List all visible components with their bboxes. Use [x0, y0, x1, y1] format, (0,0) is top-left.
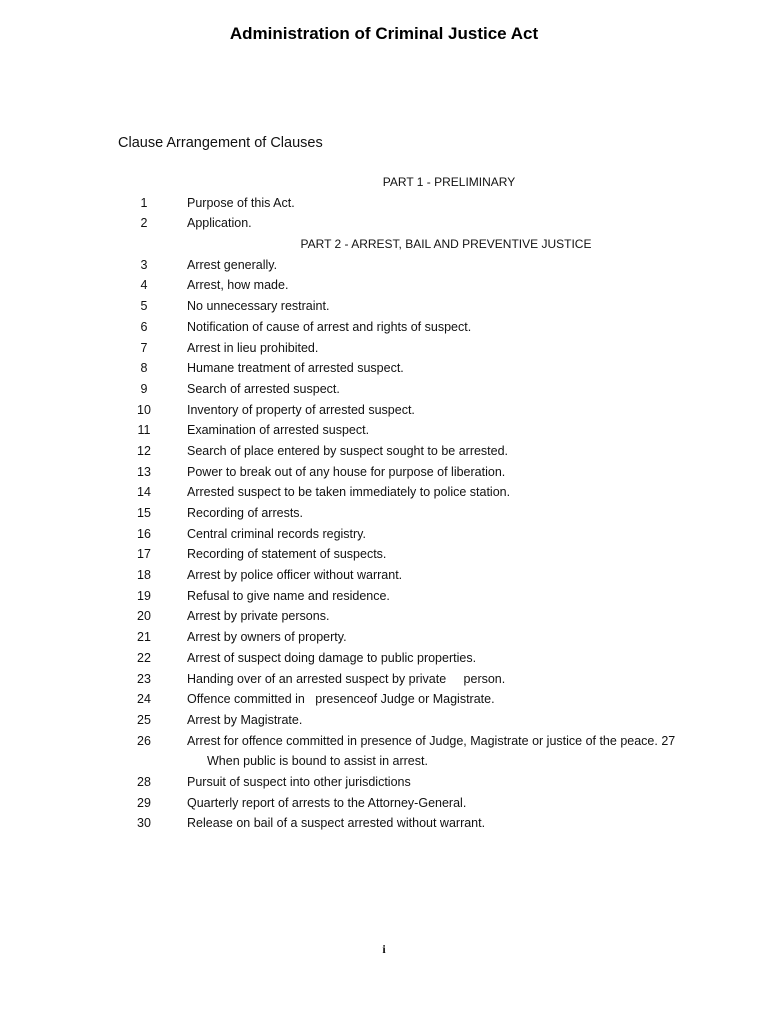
clause-number: 18 [137, 568, 151, 583]
clause-title: Power to break out of any house for purpose of liberation. [187, 464, 506, 479]
clause-number: 1 [140, 195, 148, 210]
clause-number: 26 [137, 733, 151, 748]
clause-title: Quarterly report of arrests to the Attorney-General. [187, 795, 467, 810]
clause-title: Recording of arrests. [187, 506, 304, 520]
clause-title: Handing over of an arrested suspect by private person. [187, 671, 506, 686]
clause-row [0, 689, 768, 710]
clause-title-continuation: When public is bound to assist in arrest. [207, 754, 428, 769]
clause-title: Arrest generally. [187, 257, 278, 272]
clause-number: 19 [137, 588, 151, 603]
clause-title: Arrest, how made. [187, 278, 289, 293]
clause-row [0, 379, 768, 400]
clause-row [0, 400, 768, 421]
clause-row [0, 338, 768, 359]
clause-number: 7 [140, 340, 148, 355]
clause-number: 28 [137, 774, 151, 789]
clause-row [0, 296, 768, 317]
part-heading: PART 1 - PRELIMINARY [382, 175, 516, 189]
clause-title: Inventory of property of arrested suspect. [187, 402, 415, 417]
clause-row [0, 503, 768, 524]
clause-row [0, 669, 768, 690]
clause-row [0, 482, 768, 503]
clause-number: 25 [137, 712, 151, 727]
clause-row [0, 813, 768, 834]
clause-number: 5 [140, 299, 148, 314]
clause-title: Arrest by owners of property. [187, 630, 347, 645]
clause-continuation [0, 751, 768, 772]
clause-number: 17 [137, 547, 151, 562]
clause-number: 6 [140, 319, 148, 334]
clause-number: 12 [137, 443, 151, 458]
clause-row [0, 710, 768, 731]
clause-row [0, 648, 768, 669]
clause-title: Search of place entered by suspect sought to be arrested. [187, 443, 509, 458]
clause-number: 8 [140, 361, 148, 376]
clause-title: Purpose of this Act. [187, 195, 295, 210]
clause-title: Refusal to give name and residence. [187, 588, 390, 603]
clause-number: 23 [137, 671, 151, 686]
clause-title: Application. [187, 216, 252, 231]
clause-title: Notification of cause of arrest and rights of suspect. [187, 319, 472, 334]
clause-title: Examination of arrested suspect. [187, 423, 370, 438]
clause-row [0, 213, 768, 234]
clause-row [0, 627, 768, 648]
clause-number: 30 [137, 816, 151, 831]
clause-title: Arrest for offence committed in presence of Judge, Magistrate or justice of the peace. 27 [187, 733, 676, 748]
clause-title: Arrest by private persons. [187, 609, 330, 624]
clause-number: 3 [140, 257, 148, 272]
clause-title: No unnecessary restraint. [187, 299, 330, 314]
clause-list [0, 172, 768, 834]
clause-row [0, 793, 768, 814]
clause-row [0, 606, 768, 627]
clause-number: 10 [137, 402, 151, 417]
clause-number: 2 [140, 216, 148, 231]
clause-title: Arrest by Magistrate. [187, 712, 303, 727]
clause-number: 20 [137, 609, 151, 624]
clause-number: 16 [137, 526, 151, 541]
clause-row [0, 275, 768, 296]
clause-title: Offence committed in presenceof Judge or Magistrate. [187, 692, 495, 707]
document-title: Administration of Criminal Justice Act [229, 24, 539, 43]
clause-number: 13 [137, 464, 151, 479]
clause-row [0, 565, 768, 586]
clause-number: 9 [140, 381, 148, 396]
clause-title: Arrested suspect to be taken immediately to police station. [187, 485, 511, 500]
clause-number: 21 [137, 630, 151, 645]
clause-title: Arrest of suspect doing damage to public properties. [187, 650, 477, 665]
clause-row [0, 731, 768, 752]
clause-row [0, 586, 768, 607]
clause-number: 29 [137, 795, 151, 810]
clause-number: 11 [137, 423, 151, 438]
clause-number: 14 [137, 485, 151, 500]
clause-title: Recording of statement of suspects. [187, 547, 387, 562]
page-number: i [382, 942, 386, 956]
part-heading: PART 2 - ARREST, BAIL AND PREVENTIVE JUSTICE [300, 237, 592, 252]
clause-row [0, 772, 768, 793]
clause-row [0, 193, 768, 214]
clause-row [0, 544, 768, 565]
section-heading: Clause Arrangement of Clauses [118, 135, 323, 151]
clause-row [0, 358, 768, 379]
clause-number: 4 [140, 278, 148, 293]
clause-title: Arrest by police officer without warrant. [187, 568, 403, 583]
clause-title: Search of arrested suspect. [187, 381, 340, 396]
clause-number: 22 [137, 650, 151, 665]
clause-row [0, 317, 768, 338]
clause-row [0, 420, 768, 441]
clause-row [0, 524, 768, 545]
clause-row [0, 462, 768, 483]
clause-row [0, 441, 768, 462]
clause-title: Humane treatment of arrested suspect. [187, 361, 404, 376]
clause-title: Release on bail of a suspect arrested without warrant. [187, 816, 486, 831]
clause-number: 15 [137, 506, 151, 520]
clause-number: 24 [137, 692, 151, 707]
clause-title: Central criminal records registry. [187, 526, 366, 541]
clause-title: Pursuit of suspect into other jurisdictions [187, 774, 411, 789]
clause-row [0, 255, 768, 276]
clause-title: Arrest in lieu prohibited. [187, 340, 319, 355]
